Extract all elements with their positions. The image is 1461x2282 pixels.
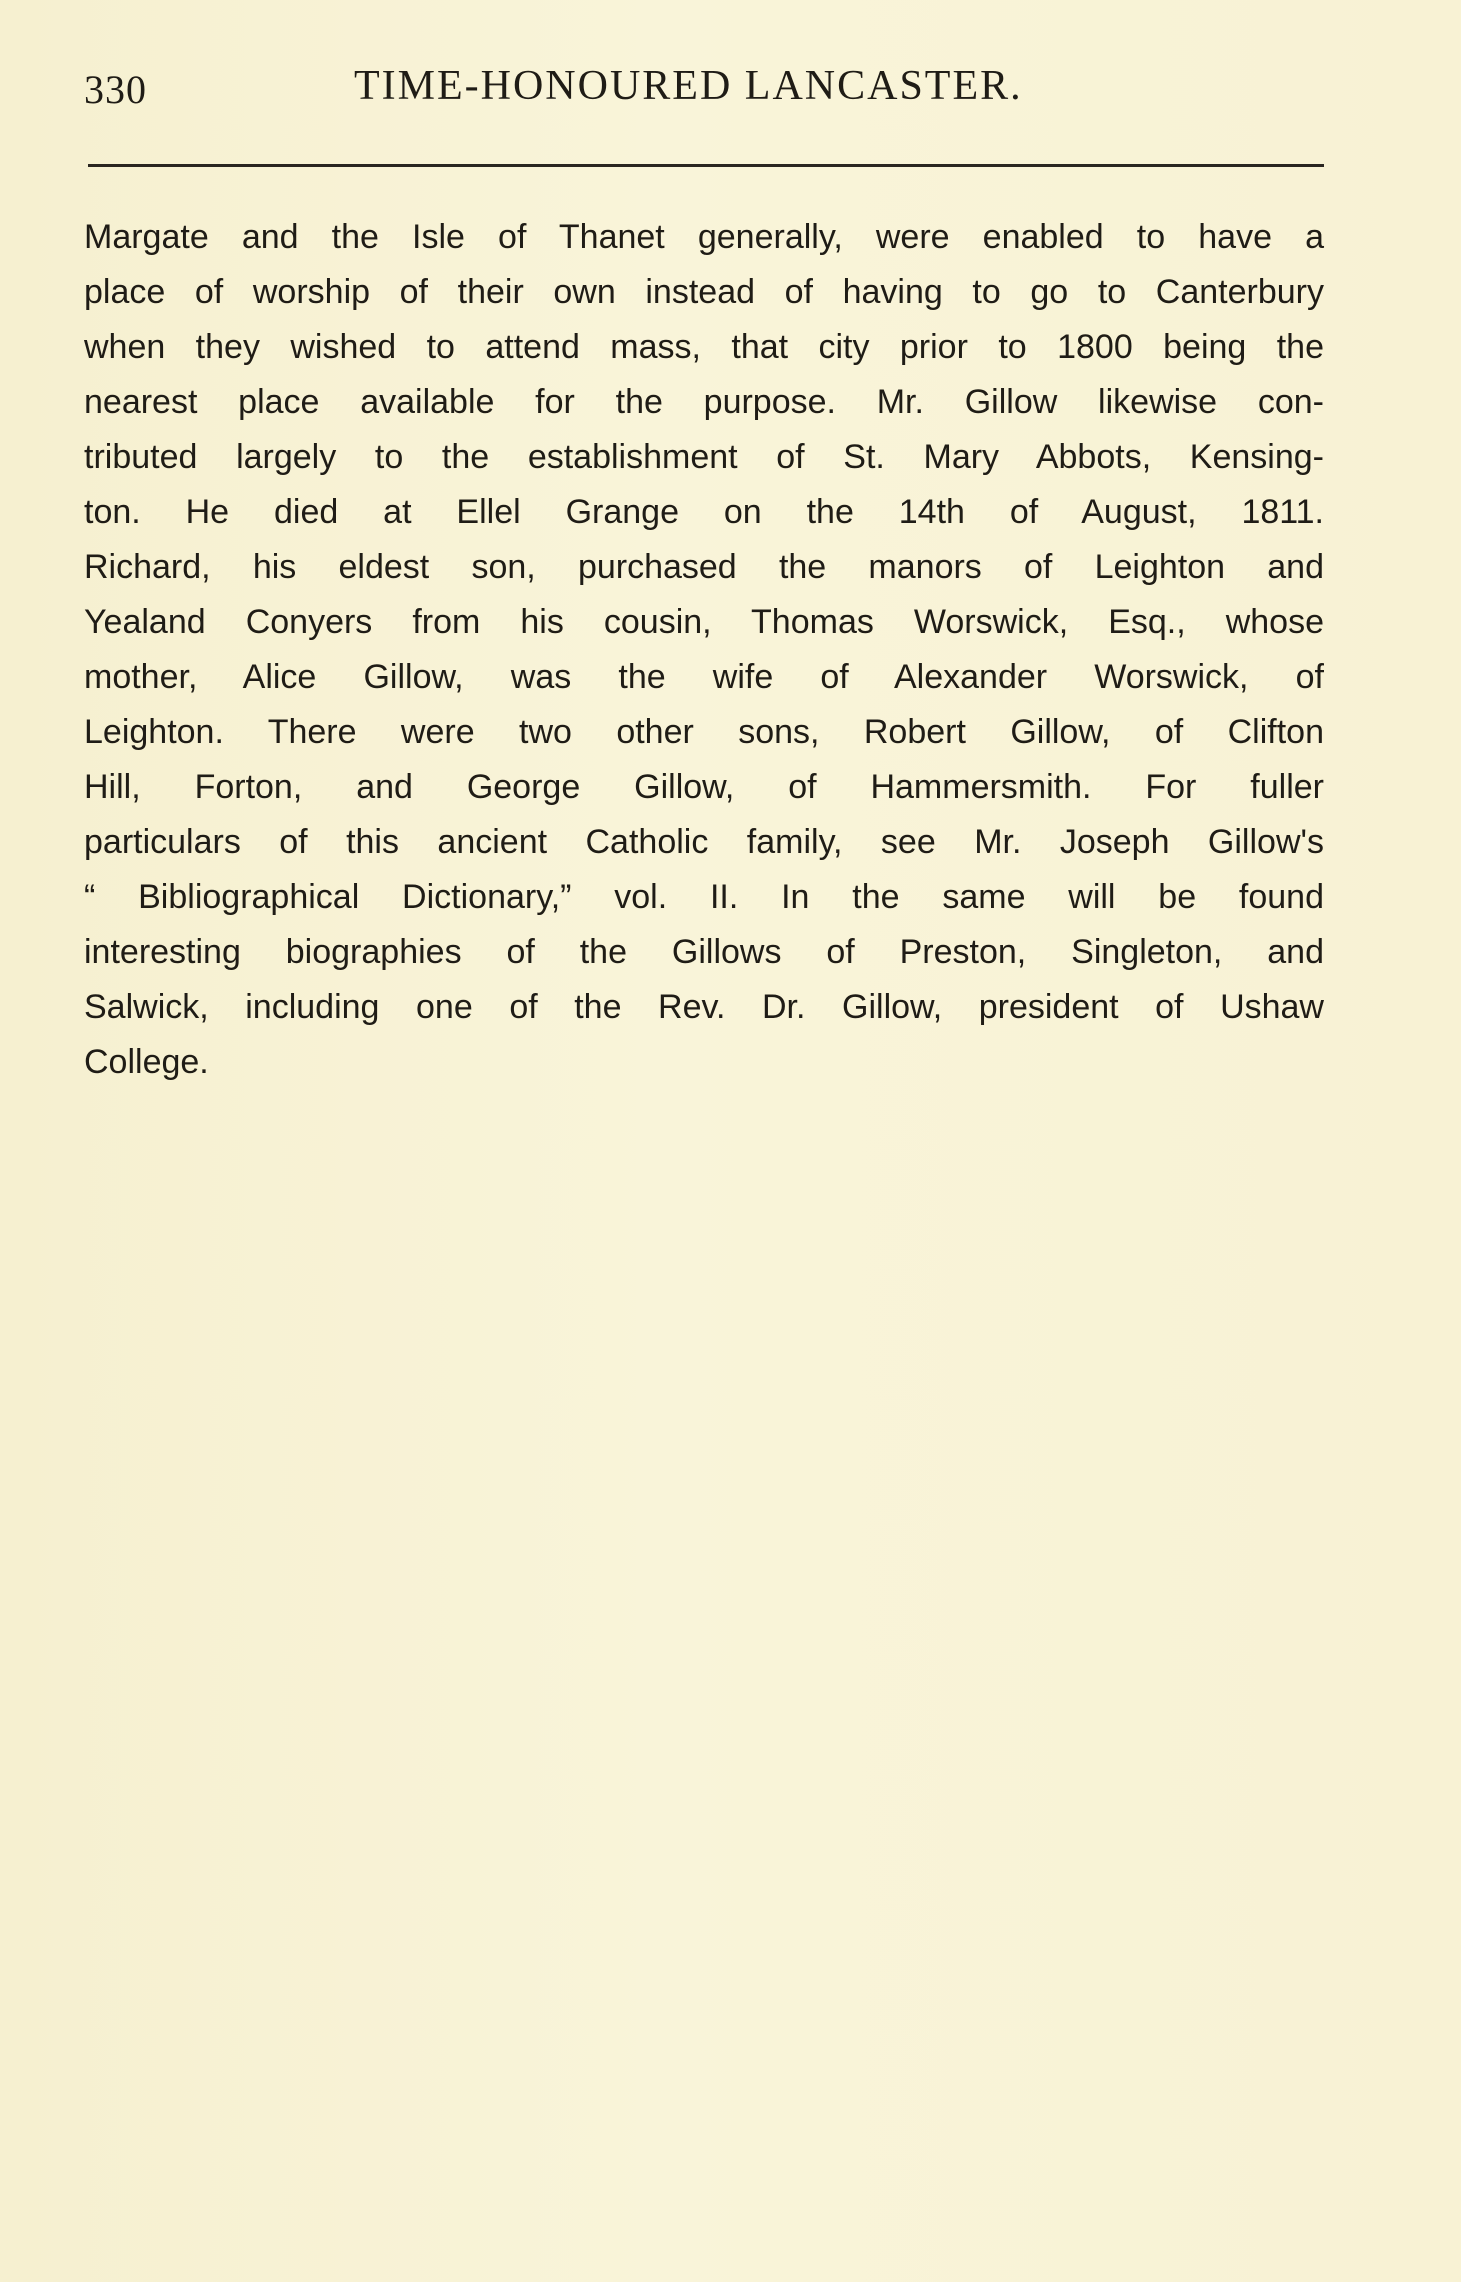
text-line: ton. He died at Ellel Grange on the 14th of August, 1811.	[84, 493, 1324, 531]
text-line: Hill, Forton, and George Gillow, of Hammersmith. For fuller	[84, 768, 1324, 806]
text-line: mother, Alice Gillow, was the wife of Alexander Worswick, of	[84, 658, 1324, 696]
header-rule	[88, 164, 1324, 167]
text-line: interesting biographies of the Gillows of Preston, Singleton, and	[84, 933, 1324, 971]
body-paragraph	[84, 210, 1324, 1090]
text-line: Margate and the Isle of Thanet generally, were enabled to have a	[84, 218, 1324, 256]
text-line: Salwick, including one of the Rev. Dr. Gillow, president of Ushaw	[84, 988, 1324, 1026]
text-line: when they wished to attend mass, that city prior to 1800 being the	[84, 328, 1324, 366]
page-number: 330	[84, 67, 147, 112]
text-line: particulars of this ancient Catholic family, see Mr. Joseph Gillow's	[84, 823, 1324, 861]
text-line: College.	[84, 1043, 209, 1081]
running-head	[84, 58, 1324, 118]
text-line: Leighton. There were two other sons, Robert Gillow, of Clifton	[84, 713, 1324, 751]
text-line: Yealand Conyers from his cousin, Thomas Worswick, Esq., whose	[84, 603, 1324, 641]
text-line: place of worship of their own instead of having to go to Canterbury	[84, 273, 1324, 311]
running-title: TIME-HONOURED LANCASTER.	[354, 63, 1023, 109]
text-line: “ Bibliographical Dictionary,” vol. II. In the same will be found	[84, 878, 1324, 916]
text-line: tributed largely to the establishment of St. Mary Abbots, Kensing-	[84, 438, 1324, 476]
text-line: nearest place available for the purpose. Mr. Gillow likewise con-	[84, 383, 1324, 421]
text-line: Richard, his eldest son, purchased the manors of Leighton and	[84, 548, 1324, 586]
